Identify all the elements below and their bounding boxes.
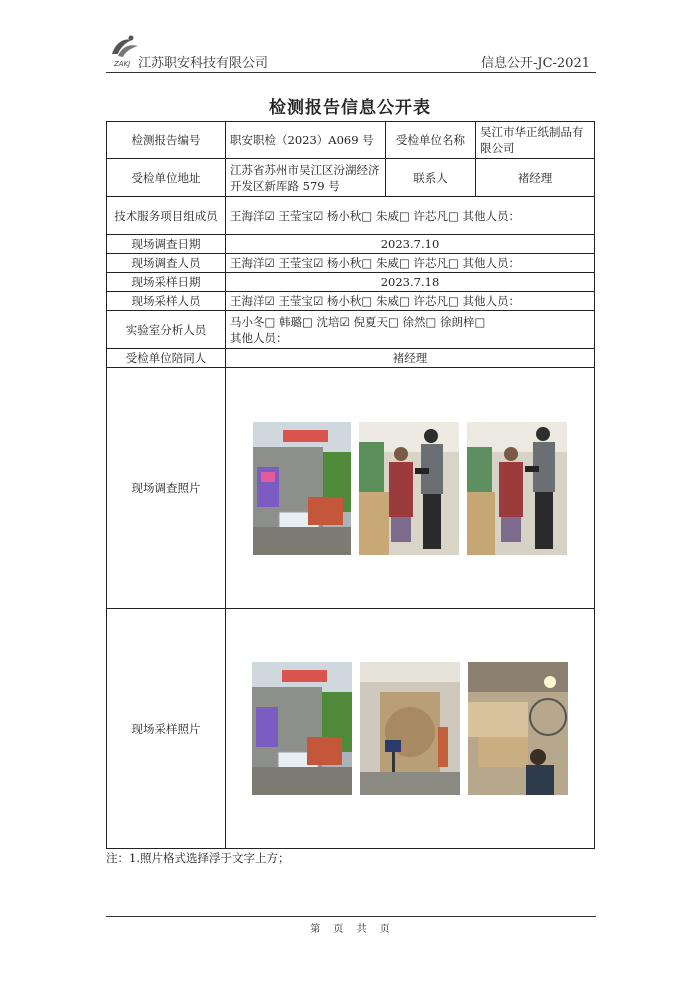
lab-staff-label: 实验室分析人员 bbox=[107, 311, 226, 349]
survey-staff-label: 现场调查人员 bbox=[107, 254, 226, 273]
sampling-photo-machinery bbox=[360, 662, 460, 795]
unit-name-label: 受检单位名称 bbox=[386, 122, 476, 159]
table-row bbox=[107, 254, 595, 273]
table-row bbox=[107, 159, 595, 197]
survey-date-label: 现场调查日期 bbox=[107, 235, 226, 254]
escort-label: 受检单位陪同人 bbox=[107, 349, 226, 368]
sampling-date-value: 2023.7.18 bbox=[226, 273, 595, 292]
table-row bbox=[107, 368, 595, 609]
page-header bbox=[106, 32, 596, 73]
table-row bbox=[107, 273, 595, 292]
info-table bbox=[106, 121, 595, 849]
survey-photos-label: 现场调查照片 bbox=[107, 368, 226, 609]
survey-photos-cell bbox=[226, 368, 595, 609]
table-row bbox=[107, 235, 595, 254]
document-number: 信息公开-JC-2021 bbox=[480, 56, 590, 71]
report-no-value: 职安职检（2023）A069 号 bbox=[226, 122, 386, 159]
address-value: 江苏省苏州市吴江区汾湖经济开发区新厍路 579 号 bbox=[226, 159, 386, 197]
page-title: 检测报告信息公开表 bbox=[269, 98, 431, 118]
table-row bbox=[107, 349, 595, 368]
lab-staff-line2: 其他人员： bbox=[230, 330, 288, 345]
logo-text: ZAKJ bbox=[114, 60, 131, 68]
company-name: 江苏职安科技有限公司 bbox=[138, 56, 269, 71]
table-row bbox=[107, 292, 595, 311]
sampling-staff-value: 王海洋☑ 王莹宝☑ 杨小秋□ 朱威□ 许芯凡□ 其他人员： bbox=[226, 292, 595, 311]
lab-staff-value bbox=[226, 311, 595, 349]
table-row bbox=[107, 122, 595, 159]
lab-staff-line1: 马小冬□ 韩璐□ 沈培☑ 倪夏天□ 徐然□ 徐朗梓□ bbox=[230, 314, 486, 329]
survey-photo-staff-1 bbox=[359, 422, 459, 555]
table-row bbox=[107, 609, 595, 849]
escort-value: 褚经理 bbox=[226, 349, 595, 368]
unit-name-value: 吴江市华正纸制品有限公司 bbox=[476, 122, 595, 159]
footnote: 注：1.照片格式选择浮于文字上方； bbox=[106, 851, 290, 865]
survey-photo-staff-2 bbox=[467, 422, 567, 555]
table-row bbox=[107, 197, 595, 235]
team-label: 技术服务项目组成员 bbox=[107, 197, 226, 235]
contact-value: 褚经理 bbox=[476, 159, 595, 197]
sampling-photo-group bbox=[230, 662, 590, 795]
team-value: 王海洋☑ 王莹宝☑ 杨小秋□ 朱威□ 许芯凡□ 其他人员： bbox=[226, 197, 595, 235]
sampling-date-label: 现场采样日期 bbox=[107, 273, 226, 292]
sampling-photos-label: 现场采样照片 bbox=[107, 609, 226, 849]
survey-date-value: 2023.7.10 bbox=[226, 235, 595, 254]
table-row bbox=[107, 311, 595, 349]
survey-photo-warehouse bbox=[253, 422, 351, 555]
survey-staff-value: 王海洋☑ 王莹宝☑ 杨小秋□ 朱威□ 许芯凡□ 其他人员： bbox=[226, 254, 595, 273]
sampling-photos-cell bbox=[226, 609, 595, 849]
sampling-photo-worker bbox=[468, 662, 568, 795]
sampling-photo-warehouse bbox=[252, 662, 352, 795]
footer-divider bbox=[106, 916, 596, 917]
contact-label: 联系人 bbox=[386, 159, 476, 197]
survey-photo-group bbox=[230, 422, 590, 555]
sampling-staff-label: 现场采样人员 bbox=[107, 292, 226, 311]
report-no-label: 检测报告编号 bbox=[107, 122, 226, 159]
page-footer: 第 页 共 页 bbox=[310, 924, 390, 935]
address-label: 受检单位地址 bbox=[107, 159, 226, 197]
